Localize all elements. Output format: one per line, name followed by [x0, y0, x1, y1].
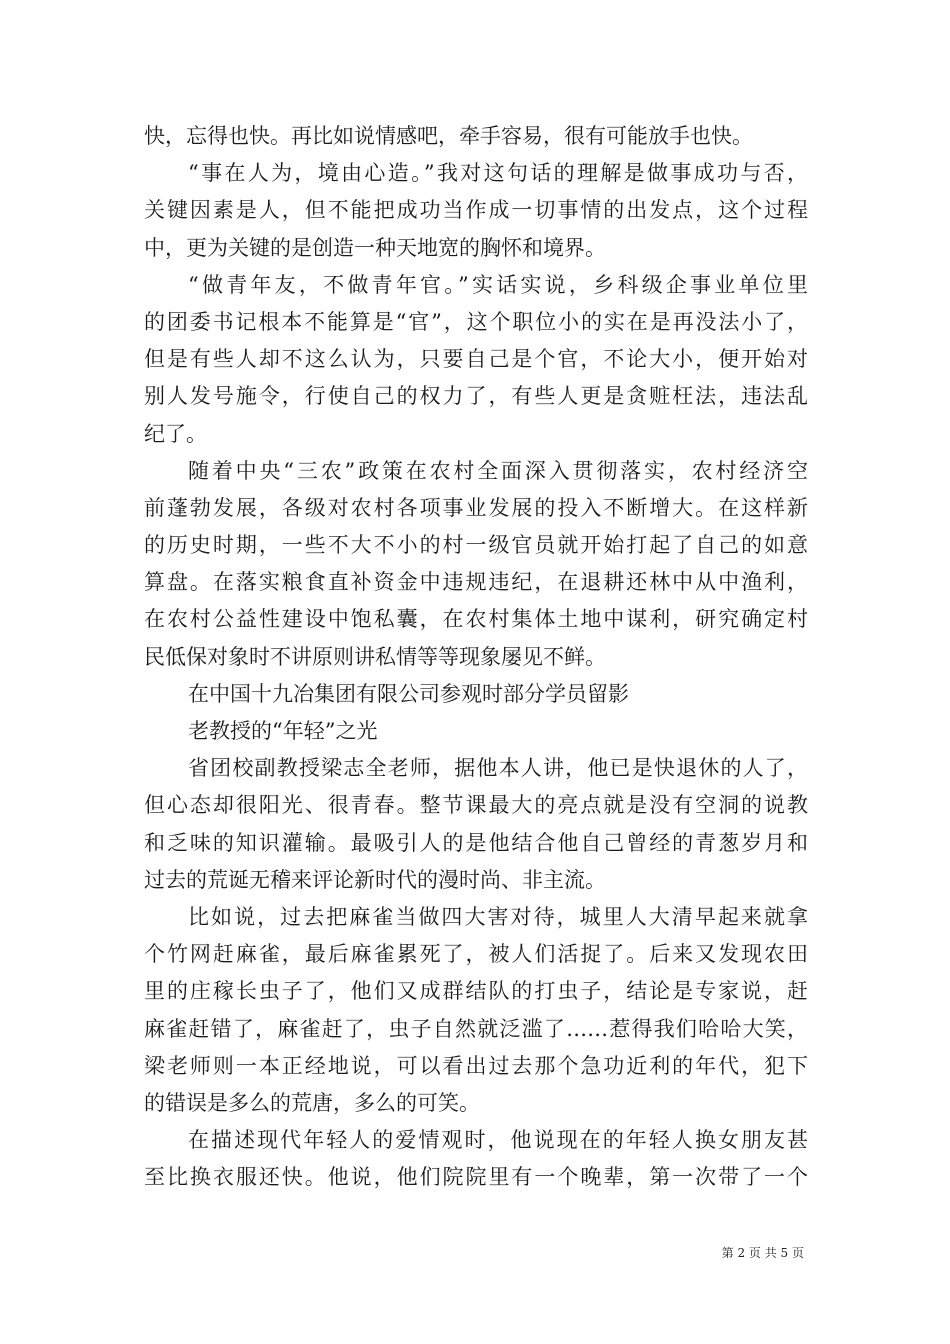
text-line: 至比换衣服还快。他说，他们院院里有一个晚辈，第一次带了一个	[144, 1165, 808, 1190]
paragraph-first-line: 在描述现代年轻人的爱情观时，他说现在的年轻人换女朋友甚	[188, 1128, 808, 1153]
text-line: 算盘。在落实粮食直补资金中违规违纪，在退耕还林中从中渔利，	[144, 570, 808, 595]
page-number-footer: 第 2 页 共 5 页	[721, 1246, 804, 1260]
text-line: 前蓬勃发展，各级对农村各项事业发展的投入不断增大。在这样新	[144, 495, 808, 520]
text-line: 纪了。	[144, 421, 207, 446]
text-line: 麻雀赶错了，麻雀赶了，虫子自然就泛滥了……惹得我们哈哈大笑，	[144, 1016, 808, 1041]
text-line: 快，忘得也快。再比如说情感吧，牵手容易，很有可能放手也快。	[144, 124, 753, 148]
text-line: 民低保对象时不讲原则讲私情等等现象屡见不鲜。	[144, 644, 606, 669]
document-body	[144, 118, 808, 1196]
paragraph-first-line: 随着中央“三农”政策在农村全面深入贯彻落实，农村经济空	[188, 458, 808, 483]
text-line: 别人发号施令，行使自己的权力了，有些人更是贪赃枉法，违法乱	[144, 384, 808, 409]
text-line: 的错误是多么的荒唐，多么的可笑。	[144, 1090, 480, 1115]
text-line: 里的庄稼长虫子了，他们又成群结队的打虫子，结论是专家说，赶	[144, 979, 808, 1004]
section-heading: 老教授的“年轻”之光	[188, 719, 378, 743]
text-line: 但是有些人却不这么认为，只要自己是个官，不论大小，便开始对	[144, 347, 808, 372]
paragraph-first-line: “事在人为，境由心造。”我对这句话的理解是做事成功与否，	[188, 161, 808, 186]
photo-caption: 在中国十九冶集团有限公司参观时部分学员留影	[188, 681, 629, 706]
text-line: 和乏味的知识灌输。最吸引人的是他结合他自己曾经的青葱岁月和	[144, 830, 808, 855]
text-line: 关键因素是人，但不能把成功当作成一切事情的出发点，这个过程	[144, 198, 808, 223]
text-line: 中，更为关键的是创造一种天地宽的胸怀和境界。	[144, 235, 606, 260]
text-line: 过去的荒诞无稽来评论新时代的漫时尚、非主流。	[144, 867, 606, 892]
text-line: 在农村公益性建设中饱私囊，在农村集体土地中谋利，研究确定村	[144, 607, 808, 632]
text-line: 个竹网赶麻雀，最后麻雀累死了，被人们活捉了。后来又发现农田	[144, 942, 808, 967]
paragraph-first-line: 省团校副教授梁志全老师，据他本人讲，他已是快退休的人了，	[188, 756, 808, 781]
text-line: 的历史时期，一些不大不小的村一级官员就开始打起了自己的如意	[144, 533, 808, 558]
text-line: 的团委书记根本不能算是“官”，这个职位小的实在是再没法小了，	[144, 309, 808, 334]
paragraph-first-line: 比如说，过去把麻雀当做四大害对待，城里人大清早起来就拿	[188, 904, 808, 929]
paragraph-first-line: “做青年友，不做青年官。”实话实说，乡科级企事业单位里	[188, 272, 808, 297]
text-line: 但心态却很阳光、很青春。整节课最大的亮点就是没有空洞的说教	[144, 793, 808, 818]
text-line: 梁老师则一本正经地说，可以看出过去那个急功近利的年代，犯下	[144, 1053, 808, 1078]
